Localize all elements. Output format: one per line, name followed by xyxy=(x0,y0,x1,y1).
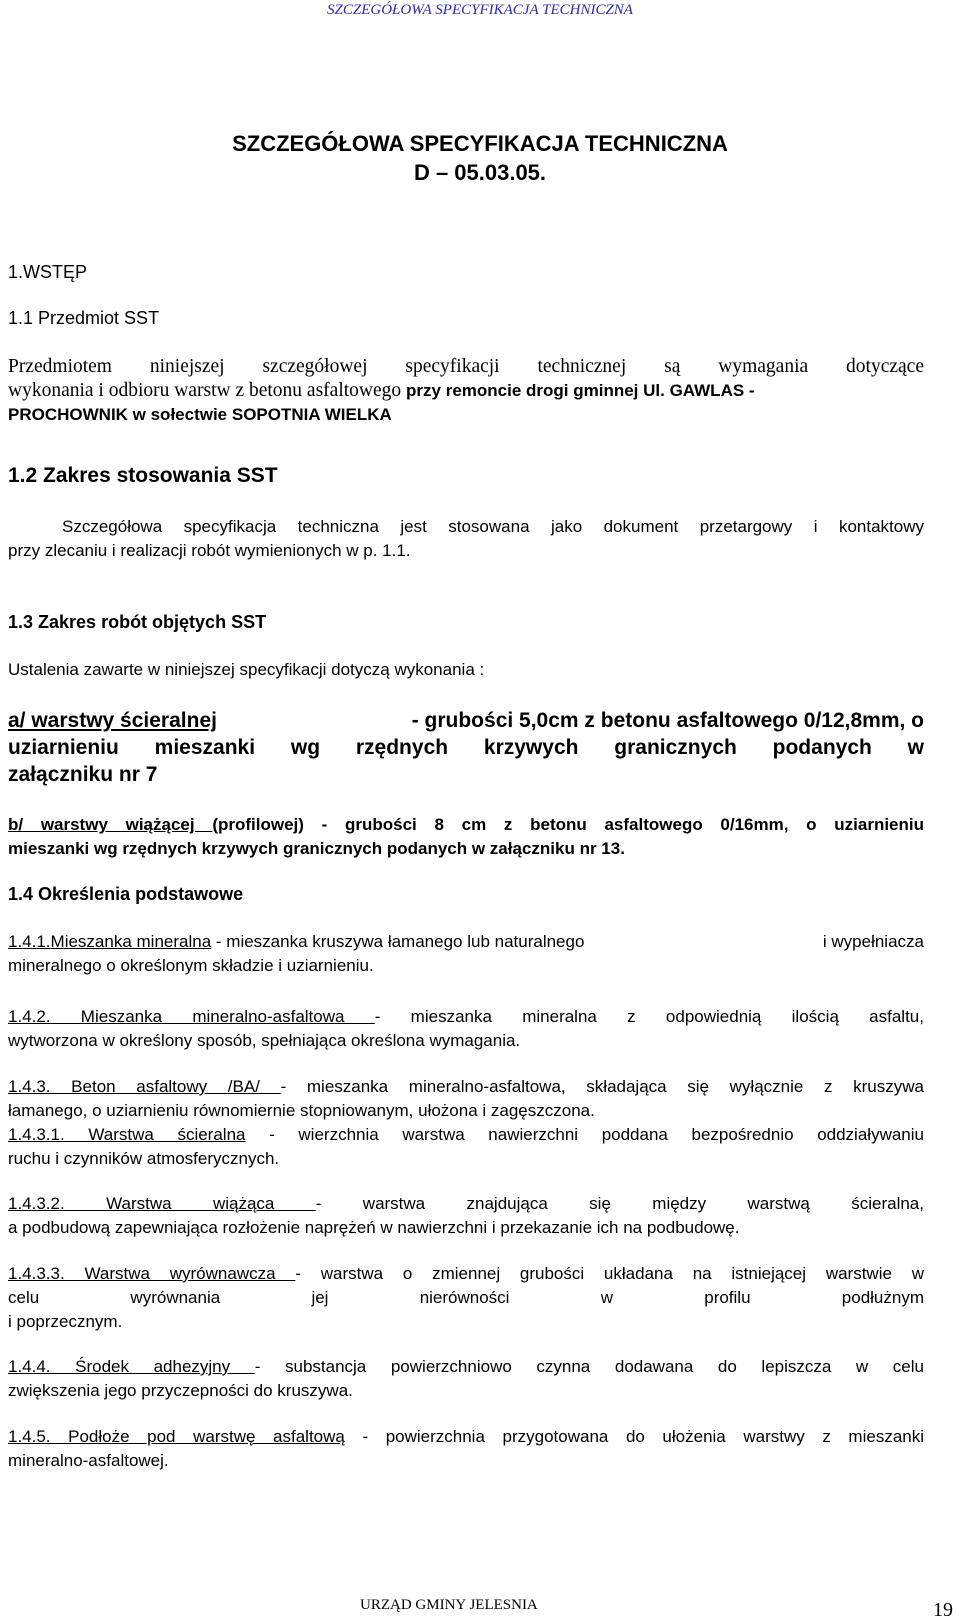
definition-line xyxy=(8,1123,924,1147)
definition-line: a podbudową zapewniająca rozłożenie naprężeń w nawierzchni i przekazanie ich na podbudowę. xyxy=(8,1218,740,1237)
item-b-line: mieszanki wg rzędnych krzywych granicznych podanych w załączniku nr 13. xyxy=(8,839,625,858)
definition-term: 1.4.5. Podłoże pod warstwę asfaltową xyxy=(8,1427,345,1446)
road-location: PROCHOWNIK w sołectwie SOPOTNIA WIELKA xyxy=(8,405,392,424)
definition-1-4-5 xyxy=(8,1425,924,1473)
definition-text: - powierzchnia przygotowana do ułożenia warstwy z mieszanki xyxy=(344,1427,925,1446)
item-a-line: uziarnieniu mieszanki wg rzędnych krzywych granicznych podanych w xyxy=(8,736,924,759)
definition-text: - mieszanka mineralno-asfaltowa, składająca się wyłącznie z kruszywa xyxy=(280,1077,924,1096)
page-number: 19 xyxy=(933,1599,953,1621)
definition-text: - warstwa o zmiennej grubości układana na istniejącej warstwie w xyxy=(295,1264,924,1283)
definition-line xyxy=(8,1355,924,1379)
definition-term: 1.4.3. Beton asfaltowy /BA/ xyxy=(8,1077,281,1096)
definition-line: ruchu i czynników atmosferycznych. xyxy=(8,1149,280,1168)
definition-line xyxy=(8,1005,924,1029)
item-b-line xyxy=(8,813,924,837)
item-b-text: (profilowej) - grubości 8 cm z betonu asfaltowego 0/16mm, o uziarnieniu xyxy=(212,815,924,834)
item-a xyxy=(8,707,924,788)
section-1-2-line xyxy=(62,515,924,539)
definition-line-start xyxy=(8,930,584,954)
definition-line: mineralno-asfaltowej. xyxy=(8,1451,169,1470)
section-1-heading: 1.WSTĘP xyxy=(8,262,88,282)
definition-text: - wierzchnia warstwa nawierzchni poddana bezpośrednio oddziaływaniu xyxy=(245,1125,924,1144)
running-header: SZCZEGÓŁOWA SPECYFIKACJA TECHNICZNA xyxy=(327,2,633,18)
definition-text: - mieszanka mineralna z odpowiednią ilością asfaltu, xyxy=(374,1007,924,1026)
section-1-3-heading: 1.3 Zakres robót objętych SST xyxy=(8,612,267,632)
section-1-3-intro: Ustalenia zawarte w niniejszej specyfikacji dotyczą wykonania : xyxy=(8,660,485,679)
item-b xyxy=(8,813,924,861)
definition-term: 1.4.2. Mieszanka mineralno-asfaltowa xyxy=(8,1007,375,1026)
item-a-label: a/ warstwy ścieralnej xyxy=(8,709,217,732)
definition-1-4-3-2 xyxy=(8,1192,924,1240)
section-1-2-heading: 1.2 Zakres stosowania SST xyxy=(8,464,278,487)
definition-line xyxy=(8,1192,924,1216)
item-a-line: załączniku nr 7 xyxy=(8,763,158,786)
section-1-2-line: przy zlecaniu i realizacji robót wymienionych w p. 1.1. xyxy=(8,541,411,560)
definition-1-4-3-3 xyxy=(8,1262,924,1334)
definition-1-4-2 xyxy=(8,1005,924,1053)
definition-term: 1.4.3.2. Warstwa wiążąca xyxy=(8,1194,316,1213)
footer-office: URZĄD GMINY JELESNIA xyxy=(360,1597,538,1613)
definition-line: mineralnego o określonym składzie i uziarnieniu. xyxy=(8,956,374,975)
definition-text: - warstwa znajdująca się między warstwą ścieralna, xyxy=(315,1194,924,1213)
section-1-1-line: Przedmiotem niniejszej szczegółowej specyfikacji technicznej są wymagania dotyczące xyxy=(8,356,924,377)
definition-1-4-1 xyxy=(8,930,924,978)
section-1-1-line xyxy=(8,379,924,403)
definition-term: 1.4.3.3. Warstwa wyrównawcza xyxy=(8,1264,296,1283)
road-name: przy remoncie drogi gminnej Ul. GAWLAS - xyxy=(406,381,755,400)
definition-line: łamanego, o uziarnieniu równomiernie stopniowanym, ułożona i zagęszczona. xyxy=(8,1101,595,1120)
definition-line xyxy=(8,1262,924,1286)
definition-line xyxy=(8,1075,924,1099)
definition-line: wytworzona w określony sposób, spełniająca określona wymagania. xyxy=(8,1031,521,1050)
section-1-1-text: wykonania i odbioru warstw z betonu asfaltowego xyxy=(8,380,407,401)
section-1-2-text: Szczegółowa specyfikacja techniczna jest stosowana jako dokument przetargowy i kontaktowy xyxy=(62,517,924,536)
document-title: SZCZEGÓŁOWA SPECYFIKACJA TECHNICZNA xyxy=(232,131,728,156)
definition-1-4-4 xyxy=(8,1355,924,1403)
document-code: D – 05.03.05. xyxy=(413,160,547,185)
item-a-text: - grubości 5,0cm z betonu asfaltowego 0/12,8mm, o xyxy=(411,709,924,732)
section-1-1-heading: 1.1 Przedmiot SST xyxy=(8,308,160,328)
definition-text: i wypełniacza xyxy=(822,932,924,951)
section-1-1-body xyxy=(8,355,924,427)
item-a-line xyxy=(8,707,924,734)
definition-line xyxy=(8,930,924,954)
definition-line: zwiększenia jego przyczepności do kruszywa. xyxy=(8,1381,353,1400)
definition-line: celu wyrównania jej nierówności w profilu podłużnym xyxy=(8,1288,924,1307)
definition-text: - mieszanka kruszywa łamanego lub naturalnego xyxy=(211,932,585,951)
definition-text: - substancja powierzchniowo czynna dodawana do lepiszcza w celu xyxy=(254,1357,924,1376)
item-b-label: b/ warstwy wiążącej xyxy=(8,815,213,834)
definition-term: 1.4.3.1. Warstwa ścieralna xyxy=(8,1125,246,1144)
definition-1-4-3 xyxy=(8,1075,924,1171)
definition-term: 1.4.1.Mieszanka mineralna xyxy=(8,932,212,951)
definition-line xyxy=(8,1425,924,1449)
section-1-4-heading: 1.4 Określenia podstawowe xyxy=(8,884,244,904)
definition-term: 1.4.4. Środek adhezyjny xyxy=(8,1357,255,1376)
definition-line: i poprzecznym. xyxy=(8,1312,123,1331)
